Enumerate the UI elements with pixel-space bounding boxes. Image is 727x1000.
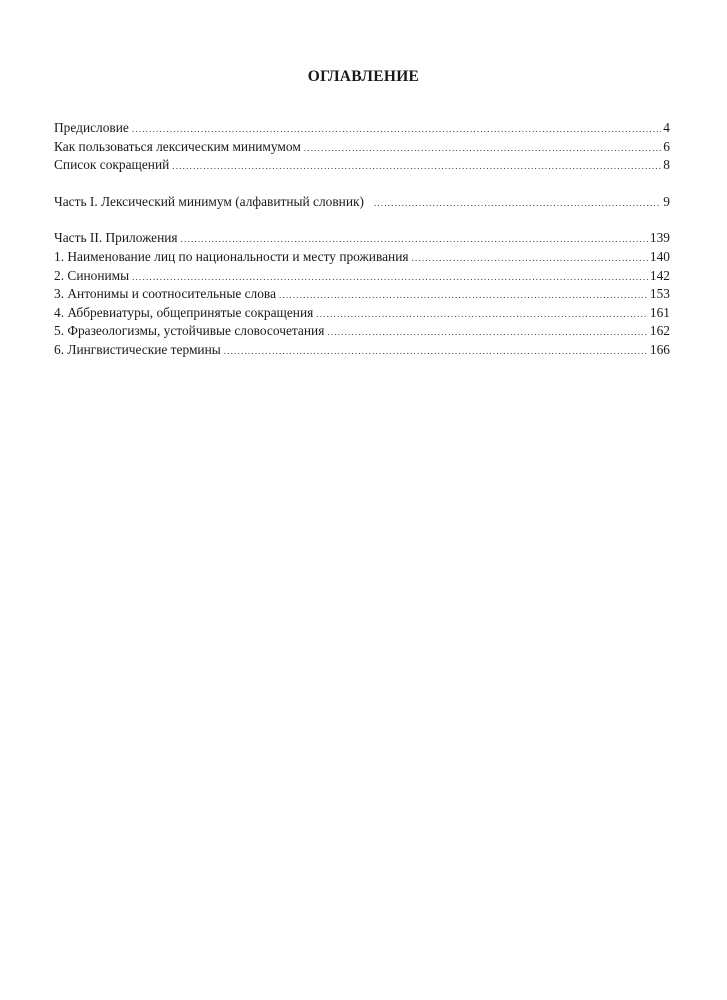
toc-entry-label: 5. Фразеологизмы, устойчивые словосочетания	[54, 323, 325, 339]
toc-entry-label: Часть I. Лексический минимум (алфавитный словник)	[54, 193, 364, 209]
dot-leader	[132, 268, 648, 287]
toc-entry-page-number: 140	[649, 248, 670, 264]
toc-entry-appendix-3[interactable]	[54, 285, 670, 304]
toc-entry-page-number: 162	[649, 323, 670, 339]
dot-leader	[316, 305, 648, 324]
dot-leader	[304, 139, 662, 158]
section-spacer	[54, 175, 670, 193]
toc-entry-how-to-use[interactable]	[54, 138, 670, 157]
dot-leader	[224, 342, 648, 361]
toc-entry-abbreviations-list[interactable]	[54, 156, 670, 175]
dot-leader	[132, 120, 661, 139]
section-spacer	[54, 211, 670, 229]
toc-entry-part-two[interactable]	[54, 229, 670, 248]
toc-entry-page-number: 8	[663, 157, 670, 173]
dot-leader	[327, 323, 648, 342]
toc-entry-label: 2. Синонимы	[54, 267, 130, 283]
toc-entry-part-one[interactable]	[54, 193, 670, 212]
toc-entry-label: Часть II. Приложения	[54, 230, 178, 246]
page-title: ОГЛАВЛЕНИЕ	[307, 68, 420, 85]
dot-leader	[181, 230, 648, 249]
toc-entry-label: Как пользоваться лексическим минимумом	[54, 138, 301, 154]
toc-entry-preface[interactable]	[54, 119, 670, 138]
toc-entry-label: 6. Лингвистические термины	[54, 341, 221, 357]
toc-entry-page-number: 161	[649, 304, 670, 320]
dot-leader	[374, 194, 661, 213]
toc-entry-page-number: 142	[649, 267, 670, 283]
toc-entry-label: 4. Аббревиатуры, общепринятые сокращения	[54, 304, 314, 320]
toc-entry-label: Список сокращений	[54, 157, 170, 173]
toc-entry-label: 3. Антонимы и соотносительные слова	[54, 286, 277, 302]
table-of-contents	[54, 119, 670, 360]
dot-leader	[172, 157, 661, 176]
toc-entry-page-number: 4	[663, 120, 670, 135]
toc-entry-appendix-1[interactable]	[54, 248, 670, 267]
toc-entry-appendix-5[interactable]	[54, 322, 670, 341]
toc-entry-appendix-2[interactable]	[54, 267, 670, 286]
toc-entry-label: 1. Наименование лиц по национальности и месту проживания	[54, 248, 409, 264]
toc-entry-appendix-6[interactable]	[54, 341, 670, 360]
toc-entry-page-number: 153	[649, 286, 670, 302]
toc-entry-appendix-4[interactable]	[54, 304, 670, 323]
toc-entry-page-number: 139	[649, 230, 670, 246]
dot-leader	[412, 249, 648, 268]
toc-entry-page-number: 9	[663, 193, 670, 209]
toc-entry-page-number: 166	[649, 341, 670, 357]
dot-leader	[279, 286, 648, 305]
toc-entry-page-number: 6	[663, 138, 670, 154]
toc-entry-label: Предисловие	[54, 120, 129, 135]
